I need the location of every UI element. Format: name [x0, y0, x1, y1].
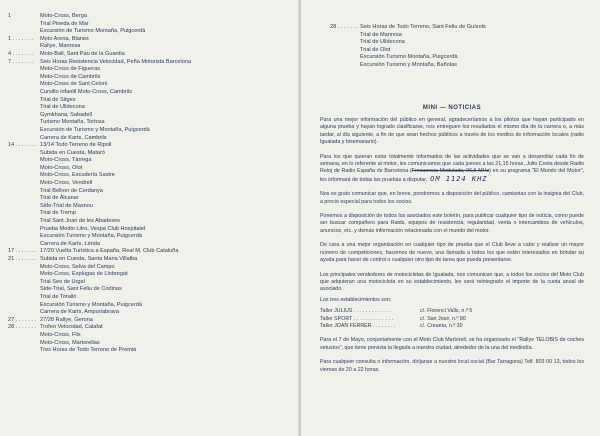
- calendar-entry: [8, 256, 293, 264]
- calendar-entry: [8, 309, 293, 317]
- calendar-date: [8, 233, 40, 241]
- calendar-date: [8, 264, 40, 272]
- dealer-name: Taller SPORT . . . . . . . . . . . . . .: [320, 315, 394, 322]
- calendar-date: [8, 21, 40, 29]
- calendar-date: [8, 135, 40, 143]
- radio-text-a: Para los que quieran estar totalmente informados de las actividades que se van a desarrollar cada fin de semana, en lo referente al motor, les comunicamos que cada jueves a las 21,15 horas, Julio Costa desde Radio Reloj de Radio España de Barcelona (: [320, 153, 584, 175]
- calendar-date: [8, 43, 40, 51]
- news-paragraph-volunteers: De cara a una mejor organización en cualquier tipo de prueba que el Club lleve a cabo y realizar un mayor número de competiciones, hacemos de nuevo, una llamada a todos los que estén interesados en brindar su ayuda para hacer de control o cualquier otro tipo de tarea que pueda presentarse.: [320, 242, 584, 264]
- calendar-entry: [8, 218, 293, 226]
- calendar-entry: [8, 89, 293, 97]
- dealer-name: Taller JOAN FERRER . . . . . . . .: [320, 322, 396, 329]
- calendar-date: [8, 89, 40, 97]
- calendar-date: [8, 294, 40, 302]
- news-title: MINI — NOTICIAS: [422, 105, 482, 111]
- calendar-entry: [8, 13, 293, 21]
- calendar-date: [8, 302, 40, 310]
- calendar-date: 28 . . . . . . .: [8, 324, 36, 331]
- calendar-date: [8, 127, 40, 135]
- calendar-event: Trial de Ulldecona: [360, 39, 405, 46]
- calendar-entry: [8, 340, 293, 348]
- calendar-entry: [8, 286, 293, 294]
- calendar-event: Trial de Manresa: [360, 31, 402, 38]
- calendar-date: [8, 332, 40, 340]
- calendar-date: [8, 279, 40, 287]
- calendar-date: [8, 271, 40, 279]
- calendar-date: [8, 226, 40, 234]
- calendar-event: Moto-Cross, Olot: [40, 164, 83, 171]
- calendar-date: [8, 347, 40, 355]
- calendar-entry: [8, 264, 293, 272]
- calendar-entry: [8, 271, 293, 279]
- calendar-entry: [330, 62, 580, 70]
- calendar-event: Carrera de Karts, Ampuriabrava: [40, 309, 119, 316]
- calendar-entry: [330, 32, 580, 40]
- calendar-event: Carrera de Karts, Cambrils: [40, 134, 107, 141]
- calendar-event: Moto-Cross, Flix: [40, 331, 81, 338]
- calendar-entry: [8, 74, 293, 82]
- right-calendar: [330, 24, 580, 70]
- calendar-entry: [8, 180, 293, 188]
- news-paragraph-tshirts: Nos es grato comunicar que, en breve, pondremos a disposición del público, camisetas con la insignia del Club, a precio especial para todos los socios.: [320, 191, 584, 205]
- calendar-entry: [8, 248, 293, 256]
- calendar-event: Trial Sant Joan de les Abadeses: [40, 218, 121, 225]
- calendar-date: [8, 28, 40, 36]
- calendar-date: [8, 157, 40, 165]
- dealer-entry: [320, 316, 584, 323]
- calendar-event: Excursión Turismo y Montaña, Bañolas: [360, 61, 458, 68]
- calendar-entry: [8, 28, 293, 36]
- calendar-event: Moto-Cross de Cambrils: [40, 73, 101, 80]
- news-paragraph-dealers-intro: Los tres establecimientos son:: [320, 296, 392, 303]
- calendar-entry: [8, 142, 293, 150]
- calendar-entry: [8, 241, 293, 249]
- calendar-event: Trial Seo de Urgel: [40, 278, 85, 285]
- calendar-entry: [330, 39, 580, 47]
- calendar-entry: [8, 150, 293, 158]
- calendar-event: Trial de Toralló: [40, 293, 77, 300]
- dealer-address: c/. Florenci Valls, n.º 5: [420, 308, 473, 315]
- calendar-entry: [8, 21, 293, 29]
- calendar-entry: [8, 324, 293, 332]
- calendar-event: Rallye, Manresa: [40, 43, 81, 50]
- calendar-date: [8, 340, 40, 348]
- radio-text-b: ) en su programa "El Mundo del Motor", les informará de todas las pruebas a disputar.: [320, 168, 584, 183]
- calendar-entry: [8, 59, 293, 67]
- calendar-event: Moto Arena, Blanes: [40, 35, 89, 42]
- calendar-event: Moto-Cross, Escudería Sastre: [40, 172, 115, 179]
- calendar-event: Moto-Cross, Berga: [40, 13, 87, 19]
- calendar-event: Carrera de Karts, Lérida: [40, 240, 101, 247]
- calendar-entry: [330, 54, 580, 62]
- calendar-entry: [8, 294, 293, 302]
- calendar-event: Trial de Olot: [360, 46, 391, 53]
- calendar-date: [8, 172, 40, 180]
- calendar-event: Trial de Ulldecona: [40, 104, 85, 111]
- calendar-event: 13/14 Todo Terreno de Ripoll: [40, 142, 112, 149]
- news-paragraph-results: Para una mejor información del público en general, agradeceríamos a los pilotos que hayan participado en alguna prueba y hayan logrado clasificarse, nos entreguen los resultados el mismo día de la carrera o, a más tardar, al día siguiente, a fin de que sean hechos públicos a través de los medios de información locales (radio Igualada y bisemanario).: [320, 117, 584, 146]
- calendar-date: [8, 180, 40, 188]
- calendar-date: [8, 286, 40, 294]
- calendar-date: [8, 188, 40, 196]
- calendar-date: [8, 203, 40, 211]
- calendar-event: Subida en Cuesta, Santa Maria Villalba: [40, 256, 138, 262]
- news-paragraph-contact: Para cualquier consulta o información, diríjanse a nuestro local social (Bar Tarragona) Telf. 803 00 13, todos los viernes de 20 a 22 horas.: [320, 359, 584, 373]
- handwritten-frequency: OM 1124 KHZ: [430, 174, 488, 183]
- calendar-event: Prueba Medio Litro, Vespa Club Hospitalet: [40, 225, 146, 232]
- calendar-date: 7 . . . . . . .: [8, 58, 33, 65]
- calendar-entry: [8, 157, 293, 165]
- calendar-event: Excursión Turismo y Montaña, Puigcerdà: [40, 233, 142, 240]
- calendar-event: Trial de Sitges: [40, 96, 76, 103]
- calendar-date: 21 . . . . . . .: [8, 256, 36, 262]
- calendar-date: [8, 210, 40, 218]
- dealer-name: Taller JULIUS . . . . . . . . . . . . .: [320, 308, 391, 315]
- calendar-entry: [8, 97, 293, 105]
- calendar-entry: [8, 36, 293, 44]
- calendar-date: 14 . . . . . . .: [8, 142, 36, 149]
- calendar-event: Trofeo Velocidad, Calafat: [40, 324, 103, 331]
- calendar-event: Excursión Turismo y Montaña, Puigcerdà: [40, 301, 142, 308]
- news-paragraph-dealers: Los principales vendedores de motocicletas de Igualada, nos comunican que, a todos los socios del Moto Club que adquieran una motocicleta en su establecimiento, les será reintegrado el importe de la cuota anual de asociado.: [320, 271, 584, 293]
- calendar-event: Trial Pineda de Mar: [40, 20, 89, 27]
- calendar-event: Gymkhana, Sabadell: [40, 111, 92, 118]
- dealer-entry: [320, 308, 584, 315]
- dealer-address: c/. Creueta, n.º 30: [420, 322, 463, 329]
- calendar-event: Subida en Cuesta, Mataró: [40, 149, 105, 156]
- calendar-event: Seis Horas Resistencia Velocidad, Peña Motorista Barcelona: [40, 58, 192, 65]
- calendar-entry: [8, 279, 293, 287]
- calendar-date: [8, 309, 40, 317]
- calendar-date: [330, 54, 360, 62]
- calendar-event: Moto-Cross de Sant Celoni: [40, 81, 108, 88]
- calendar-event: Moto-Cross, Martorellas: [40, 339, 100, 346]
- calendar-date: [8, 81, 40, 89]
- news-paragraph-rallye: Para el 7 de Mayo, conjuntamente con el Moto Club Martorell, se ha organizado el "Rallye TELOBIS de coches vetustos", que tiene prevista la llegada a nuestra ciudad, alrededor de la una del mediodía.: [320, 337, 584, 351]
- calendar-event: Side-Trial, Sant Feliu de Codinas: [40, 286, 122, 293]
- calendar-event: Cursillo infantil Moto-Cross, Cambrils: [40, 88, 133, 95]
- calendar-date: [8, 150, 40, 158]
- calendar-date: [8, 74, 40, 82]
- calendar-entry: [8, 332, 293, 340]
- left-calendar: [8, 13, 293, 355]
- calendar-entry: [8, 66, 293, 74]
- calendar-entry: [8, 210, 293, 218]
- calendar-event: 17/20 Vuelta Turística a España, Real M. Club Cataluña: [40, 248, 179, 255]
- calendar-entry: [8, 127, 293, 135]
- calendar-date: [8, 119, 40, 127]
- calendar-entry: [8, 81, 293, 89]
- calendar-date: [8, 104, 40, 112]
- calendar-date: [330, 39, 360, 47]
- calendar-entry: [8, 195, 293, 203]
- calendar-event: 27/28 Rallye, Gerona: [40, 316, 93, 323]
- calendar-date: [8, 218, 40, 226]
- calendar-date: [8, 97, 40, 105]
- calendar-entry: [8, 188, 293, 196]
- calendar-date: [8, 195, 40, 203]
- calendar-event: Moto-Cross, Esplugas de Llobregat: [40, 271, 128, 278]
- calendar-date: [8, 112, 40, 120]
- calendar-date: 27 . . . . . . .: [8, 316, 36, 323]
- calendar-date: [330, 62, 360, 70]
- calendar-event: Trial de Tremp: [40, 210, 76, 217]
- calendar-entry: [8, 317, 293, 325]
- calendar-event: Excursión de Turismo y Montaña, Puigcerdà: [40, 126, 150, 133]
- calendar-date: 4 . . . . . . .: [8, 50, 33, 57]
- calendar-entry: [8, 51, 293, 59]
- calendar-entry: [330, 24, 580, 32]
- calendar-entry: [8, 302, 293, 310]
- calendar-entry: [8, 119, 293, 127]
- calendar-date: [8, 241, 40, 249]
- calendar-event: Turismo Montaña, Tortosa: [40, 119, 105, 126]
- calendar-event: Side-Trial de Masnou: [40, 202, 93, 209]
- calendar-entry: [330, 47, 580, 55]
- calendar-event: Moto-Ball, Sant Pau de la Guardia: [40, 50, 125, 57]
- calendar-entry: [8, 226, 293, 234]
- right-page: [301, 0, 600, 436]
- dealer-list: [320, 308, 584, 330]
- calendar-entry: [8, 104, 293, 112]
- calendar-event: Tres Horas de Todo Terreno de Premià: [40, 347, 137, 354]
- calendar-date: [330, 47, 360, 55]
- calendar-event: Seis Horas de Todo Terreno, Sant Feliu de Guíxols: [360, 24, 486, 30]
- calendar-event: Trial de Alcanar: [40, 195, 79, 202]
- calendar-entry: [8, 203, 293, 211]
- calendar-entry: [8, 172, 293, 180]
- calendar-date: [8, 66, 40, 74]
- news-paragraph-bulletin: Ponemos a disposición de todos los asociados este boletín, para publicar cualquier tipo de noticia, como puede ser buscar compañero para Raids, equipos de resistencia, regularidad, venta o intercambios de vehículos, anuncios, etc. y demás información relacionada con el mundo del motor.: [320, 213, 584, 234]
- calendar-event: Excursión de Turismo Montaña, Puigcerdà: [40, 28, 146, 35]
- calendar-date: 1 . . . . . . .: [8, 35, 33, 42]
- calendar-event: Trial Bellver de Cerdanya: [40, 187, 103, 194]
- calendar-entry: [8, 165, 293, 173]
- calendar-entry: [8, 112, 293, 120]
- calendar-date: 1: [8, 13, 12, 19]
- calendar-date: 17 . . . . . . .: [8, 248, 36, 255]
- calendar-event: Excursión Turismo Montaña, Puigcerdà: [360, 54, 458, 61]
- calendar-date: 28 . . . . . . .: [330, 24, 358, 30]
- calendar-entry: [8, 233, 293, 241]
- calendar-date: [330, 32, 360, 40]
- calendar-entry: [8, 347, 293, 355]
- calendar-event: Moto-Cross, Selva del Campo: [40, 263, 115, 270]
- calendar-date: [8, 165, 40, 173]
- left-page: [0, 0, 299, 436]
- calendar-event: Moto-Cross, Vendrell: [40, 180, 93, 187]
- dealer-entry: [320, 323, 584, 330]
- calendar-event: Moto-Cross de Figueras: [40, 66, 100, 73]
- radio-frequency-struck: Frecuencia Modulada, 96,5 MHz: [411, 168, 490, 175]
- calendar-entry: [8, 135, 293, 143]
- news-section: [320, 105, 584, 381]
- news-paragraph-radio: [320, 154, 584, 185]
- calendar-entry: [8, 43, 293, 51]
- dealer-address: c/. San José, n.º 80: [420, 315, 466, 322]
- calendar-event: Moto-Cross, Tàrrega: [40, 157, 92, 164]
